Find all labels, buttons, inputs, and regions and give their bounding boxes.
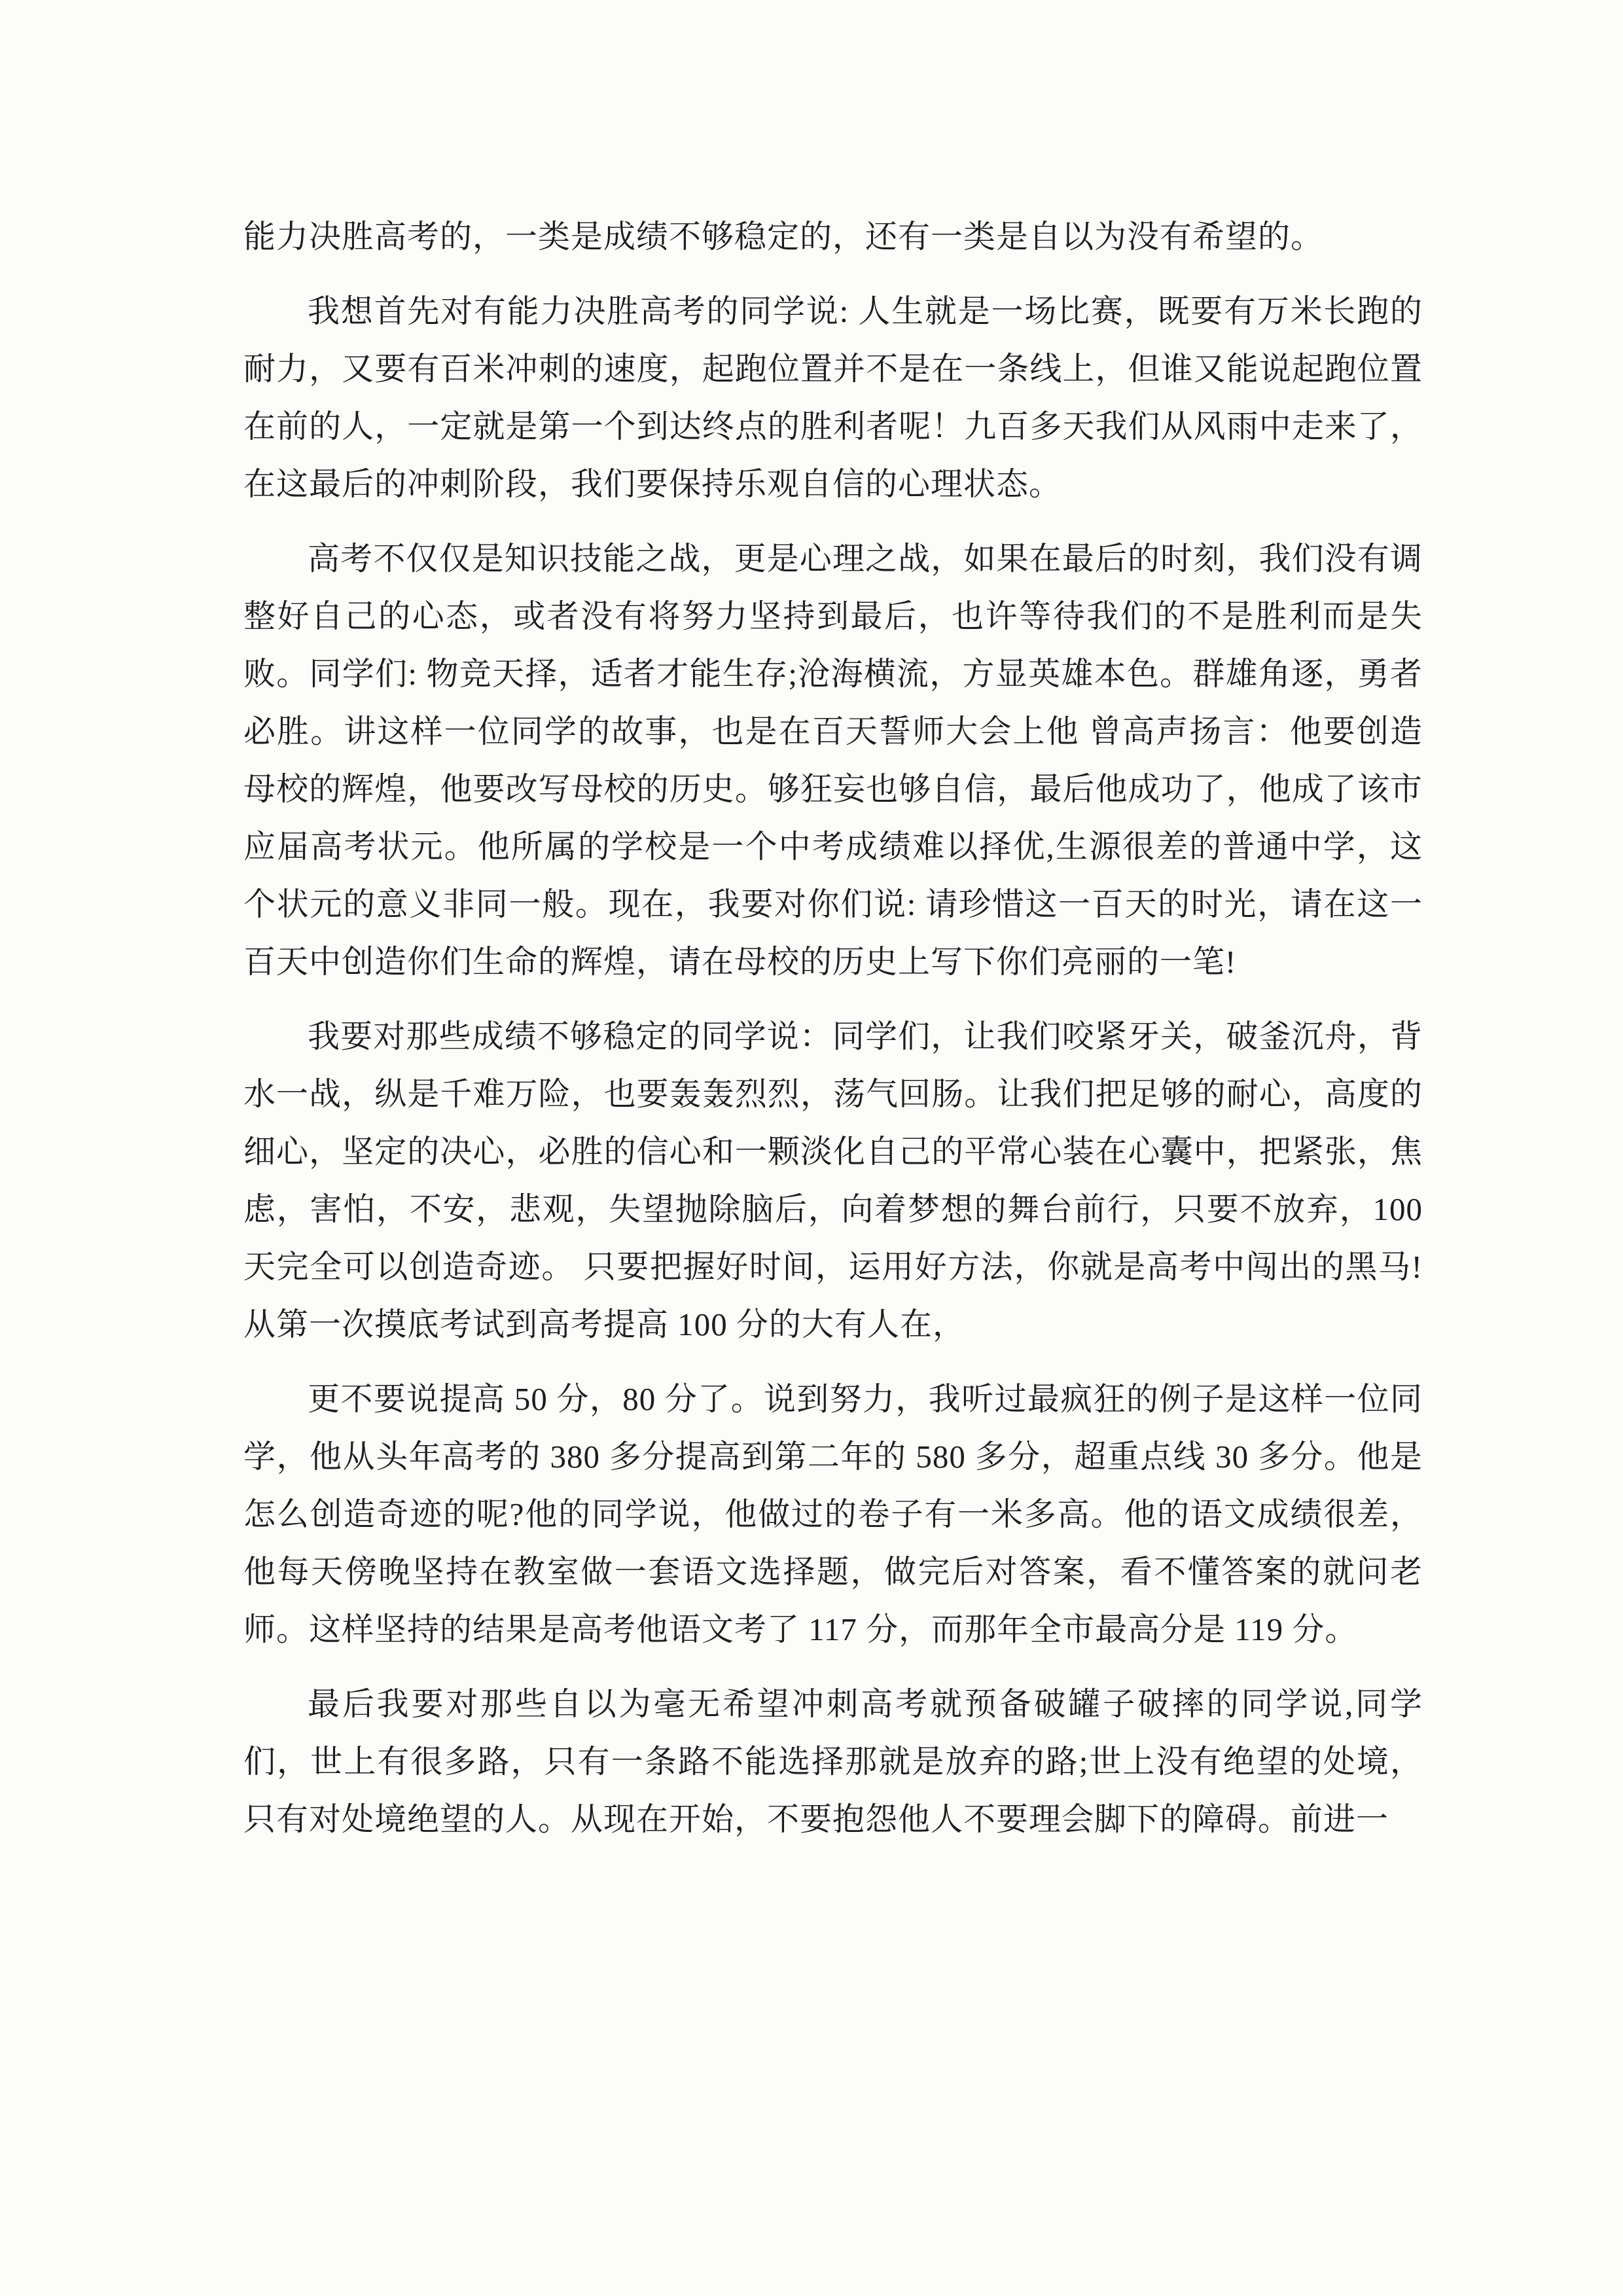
paragraph: 最后我要对那些自以为毫无希望冲刺高考就预备破罐子破摔的同学说,同学们，世上有很多路，只有一条路不能选择那就是放弃的路;世上没有绝望的处境，只有对处境绝望的人。从现在开始，不要抱怨他人不要理会脚下的障碍。前进一 bbox=[243, 1686, 1423, 1837]
paragraph: 我想首先对有能力决胜高考的同学说: 人生就是一场比赛，既要有万米长跑的耐力，又要有百米冲刺的速度，起跑位置并不是在一条线上，但谁又能说起跑位置在前的人，一定就是第一个到达终点的胜利者呢！九百多天我们从风雨中走来了，在这最后的冲刺阶段，我们要保持乐观自信的心理状态。 bbox=[243, 293, 1423, 502]
paragraph: 更不要说提高 50 分，80 分了。说到努力，我听过最疯狂的例子是这样一位同学，他从头年高考的 380 多分提高到第二年的 580 多分，超重点线 30 多分。他是怎么创造奇迹的呢?他的同学说，他做过的卷子有一米多高。他的语文成绩很差，他每天傍晚坚持在教室做一套语文选择题，做完后对答案，看不懂答案的就问老师。这样坚持的结果是高考他语文考了 117 分，而那年全市最高分是 119 分。 bbox=[243, 1381, 1423, 1647]
paragraph: 高考不仅仅是知识技能之战，更是心理之战，如果在最后的时刻，我们没有调整好自己的心态，或者没有将努力坚持到最后，也许等待我们的不是胜利而是失败。同学们: 物竞天择，适者才能生存;沧海横流，方显英雄本色。群雄角逐，勇者必胜。讲这样一位同学的故事，也是在百天誓师大会上他 曾高声扬言：他要创造母校的辉煌，他要改写母校的历史。够狂妄也够自信，最后他成功了，他成了该市应届高考状元。他所属的学校是一个中考成绩难以择优,生源很差的普通中学，这个状元的意义非同一般。现在，我要对你们说: 请珍惜这一百天的时光，请在这一百天中创造你们生命的辉煌，请在母校的历史上写下你们亮丽的一笔! bbox=[243, 541, 1423, 980]
paragraph: 我要对那些成绩不够稳定的同学说：同学们，让我们咬紧牙关，破釜沉舟，背水一战，纵是千难万险，也要轰轰烈烈，荡气回肠。让我们把足够的耐心，高度的细心，坚定的决心，必胜的信心和一颗淡化自己的平常心装在心囊中，把紧张，焦虑，害怕，不安，悲观，失望抛除脑后，向着梦想的舞台前行，只要不放弃，100 天完全可以创造奇迹。 只要把握好时间，运用好方法，你就是高考中闯出的黑马!从第一次摸底考试到高考提高 100 分的大有人在， bbox=[243, 1018, 1423, 1342]
paragraph-continuation: 能力决胜高考的，一类是成绩不够稳定的，还有一类是自以为没有希望的。 bbox=[243, 219, 1324, 255]
